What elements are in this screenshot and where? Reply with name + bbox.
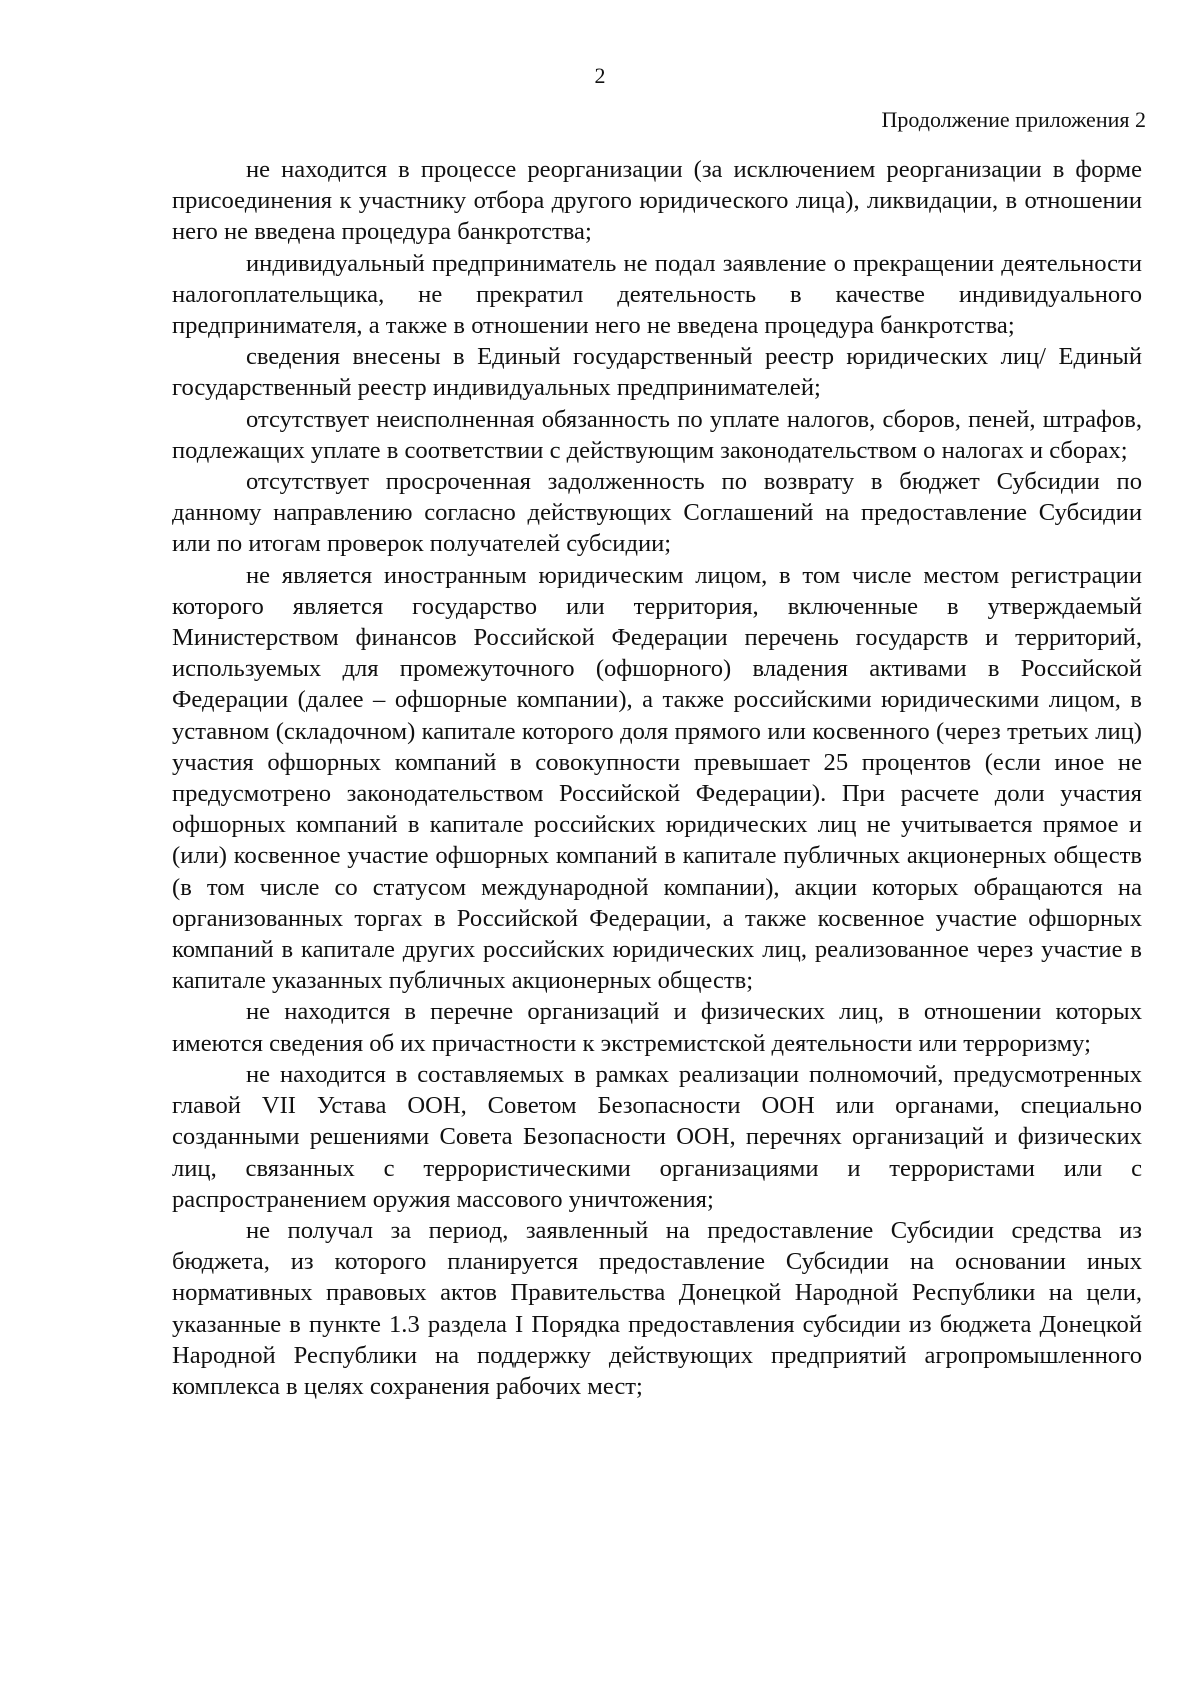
paragraph-offshore-companies: не является иностранным юридическим лицом, в том числе местом регистрации которого является государство или территория, включенные в утверждаемый Министерством финансов Российской Федерации перечень государств и территорий, используемых для промежуточного (офшорного) владения активами в Российской Федерации (далее – офшорные компании), а также российскими юридическими лицом, в уставном (складочном) капитале которого доля прямого или косвенного (через третьих лиц) участия офшорных компаний в совокупности превышает 25 процентов (если иное не предусмотрено законодательством Российской Федерации). При расчете доли участия офшорных компаний в капитале российских юридических лиц не учитывается прямое и (или) косвенное участие офшорных компаний в капитале публичных акционерных обществ (в том числе со статусом международной компании), акции которых обращаются на организованных торгах в Российской Федерации, а также косвенное участие офшорных компаний в капитале других российских юридических лиц, реализованное через участие в капитале указанных публичных акционерных обществ; [172,561,1142,995]
paragraph-state-register: сведения внесены в Единый государственный реестр юридических лиц/ Единый государственный реестр индивидуальных предпринимателей; [172,343,1142,402]
document-body [172,154,1142,1402]
paragraph-tax-obligations: отсутствует неисполненная обязанность по уплате налогов, сборов, пеней, штрафов, подлежащих уплате в соответствии с действующим законодательством о налогах и сборах; [172,405,1142,464]
paragraph-reorganization: не находится в процессе реорганизации (за исключением реорганизации в форме присоединения к участнику отбора другого юридического лица), ликвидации, в отношении него не введена процедура банкротства; [172,156,1142,246]
paragraph-un-sanctions-list: не находится в составляемых в рамках реализации полномочий, предусмотренных главой VII Устава ООН, Советом Безопасности ООН или органами, специально созданными решениями Совета Безопасности ООН, перечнях организаций и физических лиц, связанных с террористическими организациями и террористами или с распространением оружия массового уничтожения; [172,1060,1142,1213]
paragraph-other-subsidies: не получал за период, заявленный на предоставление Субсидии средства из бюджета, из которого планируется предоставление Субсидии на основании иных нормативных правовых актов Правительства Донецкой Народной Республики на цели, указанные в пункте 1.3 раздела I Порядка предоставления субсидии из бюджета Донецкой Народной Республики на поддержку действующих предприятий агропромышленного комплекса в целях сохранения рабочих мест; [172,1216,1142,1400]
page-number: 2 [594,63,606,88]
paragraph-individual-entrepreneur: индивидуальный предприниматель не подал заявление о прекращении деятельности налогоплательщика, не прекратил деятельность в качестве индивидуального предпринимателя, а также в отношении него не введена процедура банкротства; [172,249,1142,340]
paragraph-overdue-debt: отсутствует просроченная задолженность по возврату в бюджет Субсидии по данному направлению согласно действующих Соглашений на предоставление Субсидии или по итогам проверок получателей субсидии; [172,468,1142,558]
paragraph-extremism-list: не находится в перечне организаций и физических лиц, в отношении которых имеются сведения об их причастности к экстремистской деятельности или терроризму; [172,998,1142,1057]
appendix-continuation-note: Продолжение приложения 2 [881,107,1146,132]
